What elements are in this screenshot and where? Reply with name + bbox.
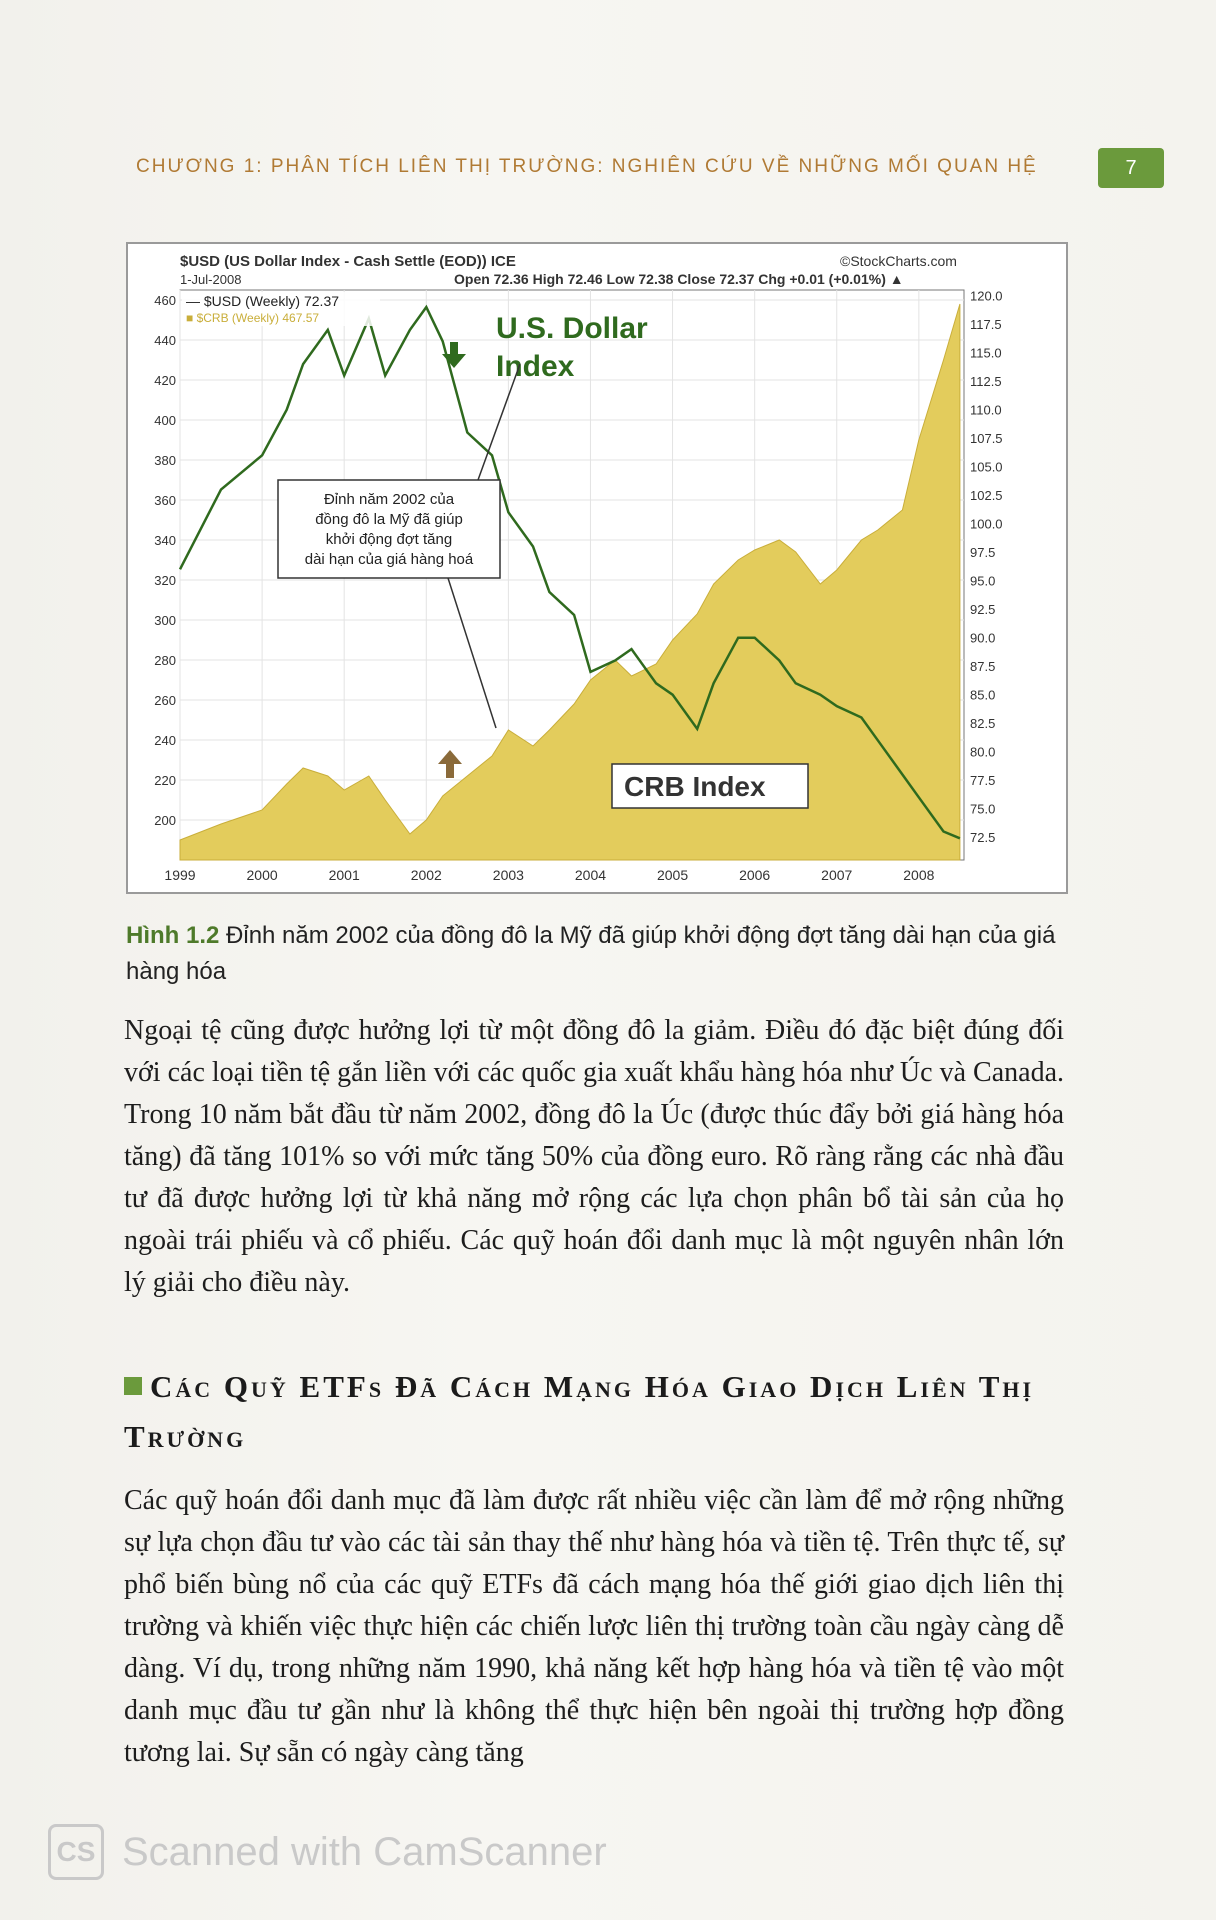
camscanner-text: Scanned with CamScanner <box>122 1829 607 1874</box>
left-tick-label: 440 <box>154 333 176 348</box>
callout-line-1: Đỉnh năm 2002 của <box>323 491 455 508</box>
left-tick-label: 280 <box>154 653 176 668</box>
left-tick-label: 340 <box>154 533 176 548</box>
x-tick-label: 2000 <box>246 867 278 883</box>
right-tick-label: 77.5 <box>970 773 996 789</box>
chart-title: $USD (US Dollar Index - Cash Settle (EOD)) ICE <box>180 253 516 270</box>
x-tick-label: 2006 <box>739 867 771 883</box>
section-heading-text: Các Quỹ ETFs Đã Cách Mạng Hóa Giao Dịch Liên Thị Trường <box>124 1369 1035 1454</box>
right-tick-label: 92.5 <box>970 602 996 618</box>
right-tick-label: 82.5 <box>970 716 996 732</box>
heading-bullet-icon <box>124 1377 142 1395</box>
right-tick-label: 90.0 <box>970 630 996 646</box>
x-tick-label: 2007 <box>821 867 853 883</box>
callout-line-2: đồng đô la Mỹ đã giúp <box>315 511 463 528</box>
right-tick-label: 72.5 <box>970 830 996 846</box>
left-axis <box>154 293 176 828</box>
x-tick-label: 2005 <box>656 867 689 883</box>
chart-svg <box>128 244 1066 892</box>
x-tick-label: 2001 <box>328 867 360 883</box>
right-tick-label: 80.0 <box>970 744 996 760</box>
chart-date: 1-Jul-2008 <box>180 272 242 287</box>
label-crb: CRB Index <box>624 771 766 802</box>
left-tick-label: 320 <box>154 573 176 588</box>
x-axis <box>164 867 934 883</box>
callout-line-4: dài hạn của giá hàng hoá <box>304 551 474 568</box>
left-tick-label: 420 <box>154 373 176 388</box>
right-tick-label: 85.0 <box>970 687 996 703</box>
body-paragraph-1: Ngoại tệ cũng được hưởng lợi từ một đồng đô la giảm. Điều đó đặc biệt đúng đối với các loại tiền tệ gắn liền với các quốc gia xuất khẩu hàng hóa như Úc và Canada. Trong 10 năm bắt đầu từ năm 2002, đồng đô la Úc (được thúc đẩy bởi giá hàng hóa tăng) đã tăng 101% so với mức tăng 50% của đồng euro. Rõ ràng rằng các nhà đầu tư đã được hưởng lợi từ khả năng mở rộng các lựa chọn phân bổ tài sản của họ ngoài trái phiếu và cổ phiếu. Các quỹ hoán đổi danh mục là một nguyên nhân lớn lý giải cho điều này. <box>124 1015 1064 1298</box>
running-head: CHƯƠNG 1: PHÂN TÍCH LIÊN THỊ TRƯỜNG: NGHIÊN CỨU VỀ NHỮNG MỐI QUAN HỆ <box>136 156 1038 177</box>
x-tick-label: 1999 <box>164 867 196 883</box>
x-tick-label: 2003 <box>492 867 524 883</box>
camscanner-logo-icon: CS <box>48 1824 104 1880</box>
chart-ohlc: Open 72.36 High 72.46 Low 72.38 Close 72.37 Chg +0.01 (+0.01%) ▲ <box>454 271 904 287</box>
right-tick-label: 120.0 <box>970 288 1003 304</box>
figure-caption <box>126 918 1066 990</box>
left-tick-label: 220 <box>154 773 176 788</box>
right-tick-label: 75.0 <box>970 801 996 817</box>
label-usd-1: U.S. Dollar <box>496 312 648 345</box>
x-tick-label: 2004 <box>574 867 607 883</box>
left-tick-label: 360 <box>154 493 176 508</box>
caption-label: Hình 1.2 <box>126 922 220 949</box>
right-tick-label: 110.0 <box>970 402 1002 418</box>
callout-line-3: khởi động đợt tăng <box>325 531 453 548</box>
left-tick-label: 260 <box>154 693 176 708</box>
right-tick-label: 97.5 <box>970 545 996 561</box>
right-axis <box>970 289 1003 846</box>
figure-chart <box>126 242 1068 894</box>
left-tick-label: 200 <box>154 813 176 828</box>
left-tick-label: 380 <box>154 453 176 468</box>
right-tick-label: 95.0 <box>970 573 996 589</box>
page-number: 7 <box>1098 148 1164 188</box>
x-tick-label: 2008 <box>903 867 935 883</box>
right-tick-label: 87.5 <box>970 659 996 675</box>
chart-source: ©StockCharts.com <box>840 253 957 269</box>
camscanner-watermark <box>48 1822 607 1882</box>
legend-usd: — $USD (Weekly) 72.37 <box>186 293 340 309</box>
right-tick-label: 115.0 <box>970 345 1002 361</box>
right-tick-label: 100.0 <box>970 516 1003 532</box>
right-tick-label: 117.5 <box>970 317 1002 333</box>
right-tick-label: 107.5 <box>970 431 1003 447</box>
right-tick-label: 105.0 <box>970 459 1003 475</box>
right-tick-label: 112.5 <box>970 374 1002 390</box>
right-tick-label: 102.5 <box>970 488 1003 504</box>
left-tick-label: 240 <box>154 733 176 748</box>
left-tick-label: 460 <box>154 293 176 308</box>
left-tick-label: 400 <box>154 413 176 428</box>
x-tick-label: 2002 <box>410 867 442 883</box>
legend-crb: ■ $CRB (Weekly) 467.57 <box>186 311 320 325</box>
caption-text: Đỉnh năm 2002 của đồng đô la Mỹ đã giúp khởi động đợt tăng dài hạn của giá hàng hóa <box>126 922 1056 985</box>
label-usd-2: Index <box>496 350 575 383</box>
body-paragraph-2: Các quỹ hoán đổi danh mục đã làm được rất nhiều việc cần làm để mở rộng những sự lựa chọn đầu tư vào các tài sản thay thế như hàng hóa và tiền tệ. Trên thực tế, sự phổ biến bùng nổ của các quỹ ETFs đã cách mạng hóa thế giới giao dịch liên thị trường và khiến việc thực hiện các chiến lược liên thị trường toàn cầu ngày càng dễ dàng. Ví dụ, trong những năm 1990, khả năng kết hợp hàng hóa và tiền tệ vào một danh mục đầu tư gần như là không thể thực hiện bên ngoài thị trường hợp đồng tương lai. Sự sẵn có ngày càng tăng <box>124 1485 1064 1768</box>
section-heading <box>124 1362 1084 1462</box>
left-tick-label: 300 <box>154 613 176 628</box>
